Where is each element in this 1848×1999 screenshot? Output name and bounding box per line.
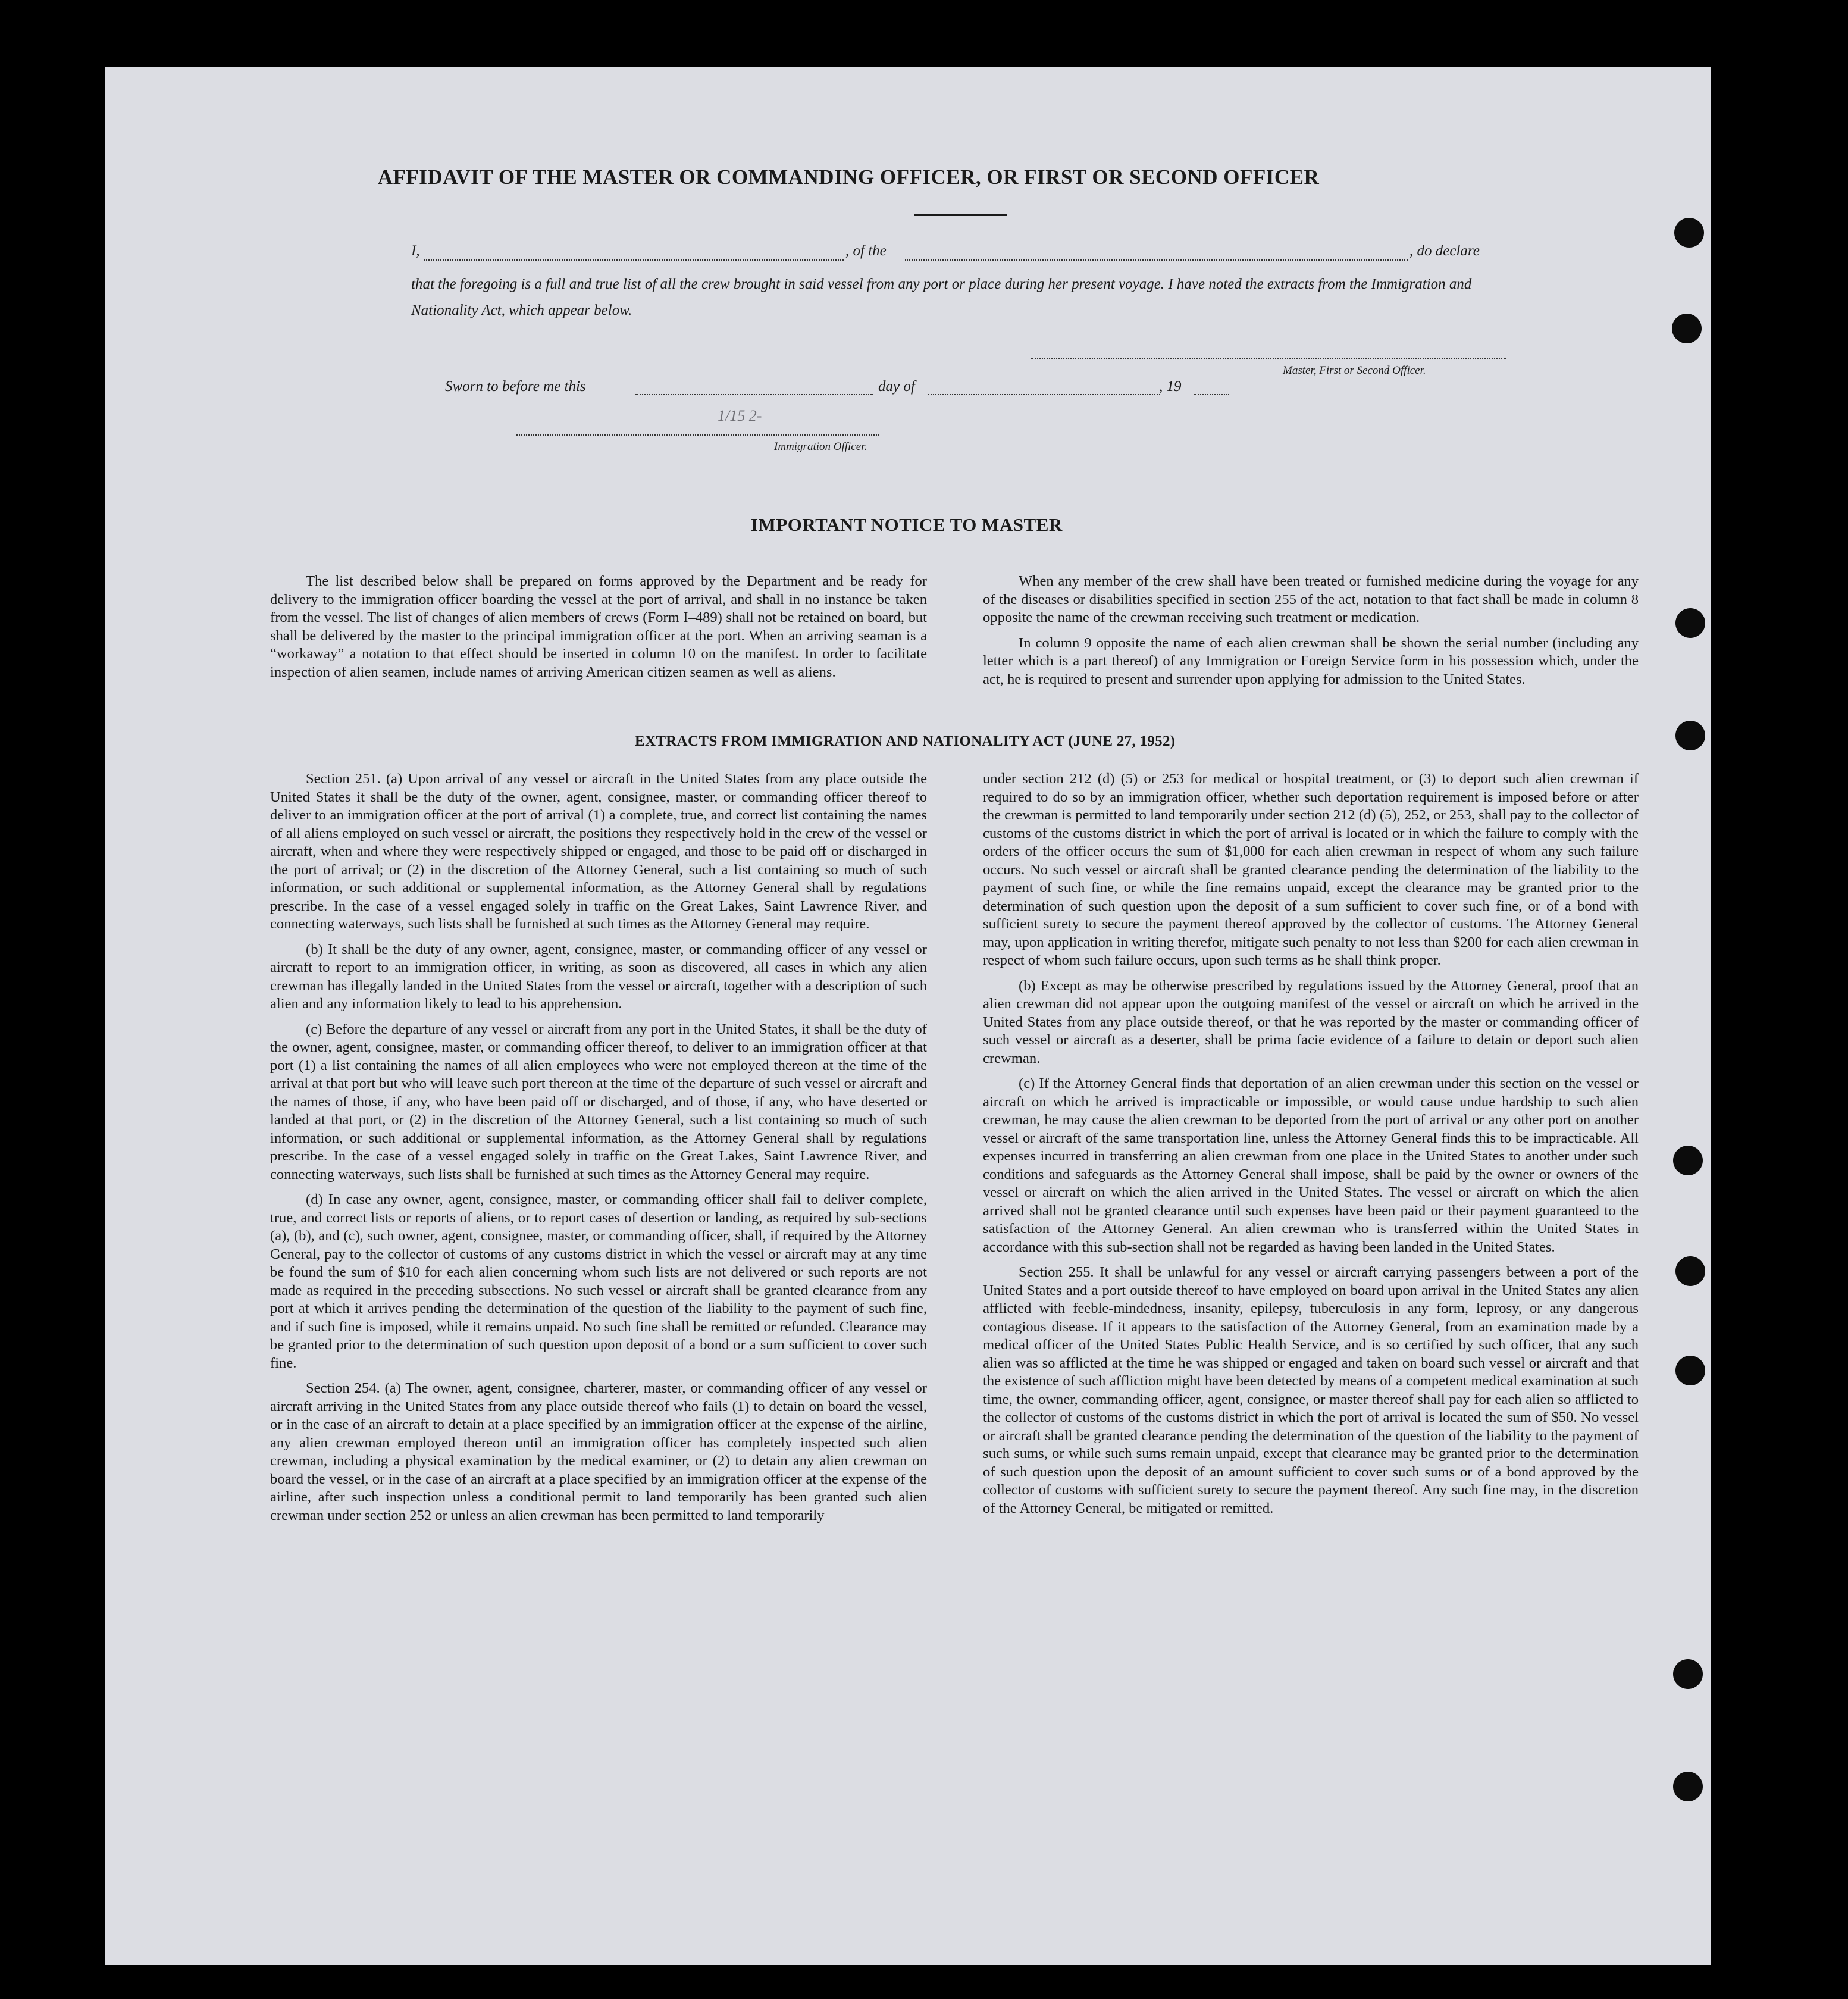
punch-hole <box>1673 1659 1703 1689</box>
notice-paragraph: When any member of the crew shall have been treated or furnished medicine during the voyage for any of the diseases or disabilities specified in section 255 of the act, notation to that fact shall be made in column 8 opposite the name of the crewman receiving such treatment or medication. <box>983 573 1639 625</box>
vessel-name-field[interactable] <box>905 258 1408 261</box>
do-declare-label: , do declare <box>1410 243 1480 259</box>
notice-paragraph: The list described below shall be prepared on forms approved by the Department and be ready for delivery to the immigration officer boarding the vessel at the port of arrival, and shall in no instance be taken from the vessel. The list of changes of alien members of crews (Form I–489) shall not be retained on board, but shall be delivered by the master to the principal immigration officer at the port. When an arriving seaman is a “workaway” a notation to that effect should be inserted in column 10 on the manifest. In order to facilitate inspection of alien seamen, include names of arriving American citizen seamen as well as aliens. <box>270 573 927 680</box>
year-label: , 19 <box>1159 378 1182 395</box>
extract-paragraph: (d) In case any owner, agent, consignee, master, or commanding officer shall fail to deliver complete, true, and correct lists or reports of aliens, or to report cases of desertion or landing, as required by sub-sections (a), (b), and (c), such owner, agent, consignee, master, or commanding officer, shall, if required by the Attorney General, pay to the collector of customs of any customs district in which the vessel or aircraft may at any time be found the sum of $10 for each alien concerning whom such lists are not delivered or such reports are not made as required in the preceding subsections. No such vessel or aircraft shall be granted clearance from any port at which it arrives pending the determination of the question of the liability to the payment of such fine, and if such fine is imposed, while it remains unpaid. No such fine shall be remitted or refunded. Clearance may be granted prior to the determination of such question upon deposit of a bond or a sum sufficient to cover such fine. <box>270 1191 927 1371</box>
extract-paragraph: under section 212 (d) (5) or 253 for medical or hospital treatment, or (3) to deport such alien crewman if required to do so by an immigration officer, whether such deportation requirement is imposed before or after the crewman is permitted to land temporarily under section 212 (d) (5), 252, or 253, shall pay to the collector of customs of the customs district in which the port of arrival is located or in which the failure to comply with the orders of the officer occurs the sum of $1,000 for each alien crewman in respect of whom any such failure occurs. No such vessel or aircraft shall be granted clearance pending the determination of the liability to the payment of such fine, or while the fine remains unpaid, except the clearance may be granted prior to the determination of such question upon the deposit of a sum sufficient to cover such fine, or of a bond with sufficient surety to secure the payment thereof approved by the collector of customs. The Attorney General may, upon application in writing therefor, mitigate such penalty to not less than $200 for each alien crewman in respect of whom such failure occurs, upon such terms as he shall think proper. <box>983 771 1639 968</box>
punch-hole <box>1673 1146 1703 1175</box>
title-divider <box>914 214 1007 216</box>
declarant-label: I, <box>411 243 420 259</box>
affidavit-statement: that the foregoing is a full and true list of all the crew brought in said vessel from any port or place during her present voyage. I have noted the extracts from the Immigration and Nationality Act, which appear below. <box>411 276 1472 318</box>
extracts-right-column <box>983 770 1639 1525</box>
extract-paragraph: Section 255. It shall be unlawful for any vessel or aircraft carrying passengers between a port of the United States and a port outside thereof to have employed on board upon arrival in the United States any alien afflicted with feeble-mindedness, insanity, epilepsy, tuberculosis in any form, leprosy, or any dangerous contagious disease. If it appears to the satisfaction of the Attorney General, from an examination made by a medical officer of the United States Public Health Service, and is so certified by such officer, that any such alien was so afflicted at the time he was shipped or engaged and taken on board such vessel or aircraft and that the existence of such affliction might have been detected by means of a competent medical examination at such time, the owner, commanding officer, agent, consignee, or master thereof shall pay for each alien so afflicted to the collector of customs of the customs district in which the port of arrival is located the sum of $50. No vessel or aircraft shall be granted clearance pending the determination of the question of the liability to the payment of such sums, or while such sums remain unpaid, except that clearance may be granted prior to the determination of such question upon the deposit of an amount sufficient to cover such sums or of a bond approved by the collector of customs with sufficient surety to secure the payment thereof. Any such fine may, in the discretion of the Attorney General, be mitigated or remitted. <box>983 1264 1639 1516</box>
affidavit-declaration-line <box>411 243 1500 270</box>
notice-right-column <box>983 573 1639 696</box>
document-page <box>105 67 1711 1965</box>
punch-hole <box>1673 1772 1703 1801</box>
extract-paragraph: (c) If the Attorney General finds that deportation of an alien crewman under this section on the vessel or aircraft on which he arrived is impracticable or impossible, or would cause undue hardship to such alien crewman, he may cause the alien crewman to be deported from the port of arrival or any other port on another vessel or aircraft of the same transportation line, unless the Attorney General finds this to be impracticable. All expenses incurred in transferring an alien crewman from one place in the United States to another under such conditions and safeguards as the Attorney General shall impose, shall be paid by the owner or owners of the vessel or aircraft on which the alien arrived in the United States. The vessel or aircraft on which the alien arrived shall not be granted clearance until such expenses have been paid or their payment guaranteed to the satisfaction of the Attorney General. An alien crewman who is transferred within the United States in accordance with this sub-section shall not be regarded as having been landed in the United States. <box>983 1075 1639 1255</box>
notice-paragraph: In column 9 opposite the name of each alien crewman shall be shown the serial number (including any letter which is a part thereof) of any Immigration or Foreign Service form in his possession which, under the act, he is required to present and surrender upon applying for admission to the United States. <box>983 634 1639 687</box>
punch-hole <box>1675 1356 1705 1385</box>
notice-title: IMPORTANT NOTICE TO MASTER <box>751 514 1063 535</box>
punch-hole <box>1675 721 1705 750</box>
master-signature-field[interactable] <box>1031 357 1506 359</box>
declarant-name-field[interactable] <box>424 258 844 261</box>
notice-left-column <box>270 573 927 689</box>
extracts-title: EXTRACTS FROM IMMIGRATION AND NATIONALITY ACT (JUNE 27, 1952) <box>635 733 1176 749</box>
extract-paragraph: Section 254. (a) The owner, agent, consignee, charterer, master, or commanding officer of any vessel or aircraft arriving in the United States from any place outside thereof who fails (1) to detain on board the vessel, or in the case of an aircraft to detain at a place specified by an immigration officer at the expense of the airline, any alien crewman employed thereon until an immigration officer has completely inspected such alien crewman, including a physical examination by the medical examiner, or (2) to detain any alien crewman on board the vessel, or in the case of an aircraft at a place specified by an immigration officer at the expense of the airline, after such inspection unless a conditional permit to land temporarily has been granted such alien crewman under section 252 or unless an alien crewman has been permitted to land temporarily <box>270 1380 927 1524</box>
extract-paragraph: (c) Before the departure of any vessel or aircraft from any port in the United States, it shall be the duty of the owner, agent, consignee, master, or commanding officer thereof, to deliver to an immigration officer at that port (1) a list containing the names of all alien employees who were not employed thereon at the time of the arrival at that port but who will leave such port thereon at the time of the departure of such vessel or aircraft and the names of those, if any, who have been paid off or discharged, and of those, if any, who have deserted or landed at that port, or (2) in the discretion of the Attorney General, such a list containing so much of such information, or such additional or supplemental information, as the Attorney General shall by regulations prescribe. In the case of a vessel engaged solely in traffic on the Great Lakes, Saint Lawrence River, and connecting waterways, such lists shall be furnished at such times as the Attorney General may require. <box>270 1021 927 1182</box>
handwritten-mark: 1/15 2- <box>718 407 762 424</box>
punch-hole <box>1672 314 1702 343</box>
extracts-left-column <box>270 770 927 1532</box>
extract-paragraph: Section 251. (a) Upon arrival of any vessel or aircraft in the United States from any place outside the United States it shall be the duty of the owner, agent, consignee, master, or commanding officer thereof to deliver to an immigration officer at the port of arrival (1) a complete, true, and correct list containing the names of all aliens employed on such vessel or aircraft, the positions they respectively hold in the crew of the vessel or aircraft, when and where they were respectively shipped or engaged, and those to be paid off or discharged in the port of arrival; or (2) in the discretion of the Attorney General, such a list containing so much of such information, or such additional or supplemental information, as the Attorney General shall by regulations prescribe. In the case of a vessel engaged solely in traffic on the Great Lakes, Saint Lawrence River, and connecting waterways, such lists shall be furnished at such times as the Attorney General may require. <box>270 771 927 932</box>
sworn-label: Sworn to before me this <box>445 378 586 395</box>
punch-hole <box>1675 1256 1705 1286</box>
sworn-year-field[interactable] <box>1194 393 1229 395</box>
extract-paragraph: (b) It shall be the duty of any owner, agent, consignee, master, or commanding officer of any vessel or aircraft to report to an immigration officer, in writing, as soon as discovered, all cases in which any alien crewman has illegally landed in the United States from the vessel or aircraft, together with a description of such alien and any information likely to lead to his apprehension. <box>270 941 927 1012</box>
of-the-label: , of the <box>845 243 887 259</box>
extract-paragraph: (b) Except as may be otherwise prescribed by regulations issued by the Attorney General, proof that an alien crewman did not appear upon the outgoing manifest of the vessel or aircraft on which he arrived in the United States from any place outside thereof, or that he was reported by the master or commanding officer of such vessel or aircraft as a deserter, shall be prima facie evidence of a failure to detain or deport such alien crewman. <box>983 977 1639 1066</box>
immigration-officer-signature-field[interactable] <box>516 433 879 436</box>
affidavit-title: AFFIDAVIT OF THE MASTER OR COMMANDING OFFICER, OR FIRST OR SECOND OFFICER <box>377 165 1320 189</box>
sworn-line <box>445 378 1338 402</box>
sworn-day-field[interactable] <box>635 393 873 395</box>
immigration-officer-caption: Immigration Officer. <box>774 440 867 453</box>
punch-hole <box>1674 218 1704 248</box>
sworn-month-field[interactable] <box>928 393 1160 395</box>
day-of-label: day of <box>878 378 915 395</box>
punch-hole <box>1675 608 1705 638</box>
master-signature-caption: Master, First or Second Officer. <box>1283 364 1426 377</box>
